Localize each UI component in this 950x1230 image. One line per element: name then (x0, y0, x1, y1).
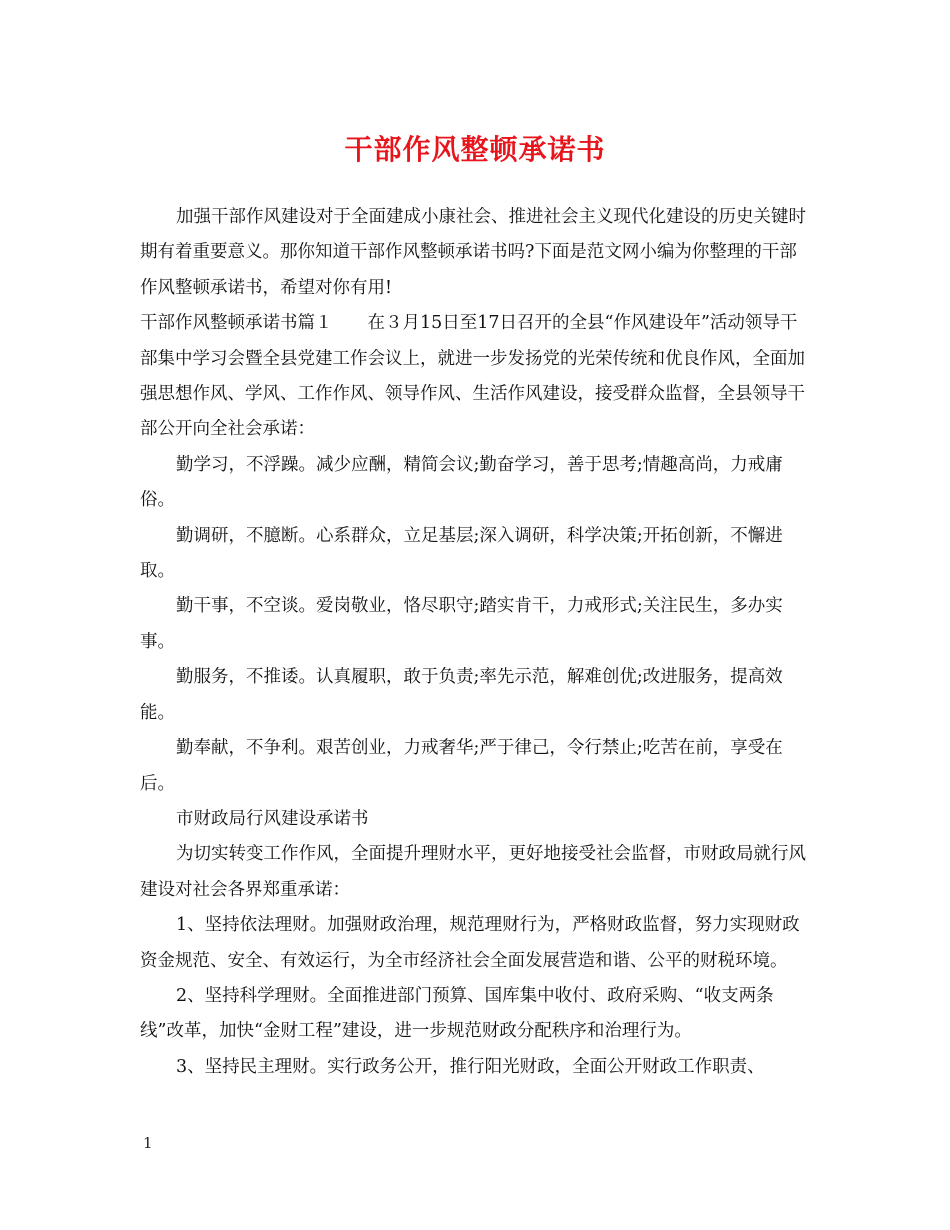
finance-item-1: 1、坚持依法理财。加强财政治理，规范理财行为，严格财政监督，努力实现财政资金规范、安全、有效运行，为全市经济社会全面发展营造和谐、公平的财税环境。 (140, 915, 800, 971)
pledge-service-paragraph: 勤服务，不推诿。认真履职，敢于负责;率先示范，解难创优;改进服务，提高效能。 (140, 667, 783, 723)
document-title: 干部作风整顿承诺书 (344, 133, 606, 166)
intro-paragraph: 加强干部作风建设对于全面建成小康社会、推进社会主义现代化建设的历史关键时期有着重要意义。那你知道干部作风整顿承诺书吗?下面是范文网小编为你整理的干部作风整顿承诺书，希望对你有用! (140, 207, 806, 298)
finance-item-3: 3、坚持民主理财。实行政务公开，推行阳光财政，全面公开财政工作职责、 (176, 1056, 765, 1077)
pledge-study-paragraph: 勤学习，不浮躁。减少应酬，精简会议;勤奋学习，善于思考;情趣高尚，力戒庸俗。 (140, 454, 783, 511)
pledge-work-paragraph: 勤干事，不空谈。爱岗敬业，恪尽职守;踏实肯干，力戒形式;关注民生，多办实事。 (140, 596, 783, 652)
finance-intro-paragraph: 为切实转变工作作风，全面提升理财水平，更好地接受社会监督，市财政局就行风建设对社会各界郑重承诺： (140, 844, 806, 900)
section-one-paragraph: 干部作风整顿承诺书篇１ 在３月15日至17日召开的全县“作风建设年”活动领导干部集中学习会暨全县党建工作会议上，就进一步发扬党的光荣传统和优良作风，全面加强思想作风、学风、工作作风、领导作风、生活作风建设，接受群众监督，全县领导干部公开向全社会承诺： (140, 313, 805, 440)
page-number: 1 (143, 1134, 153, 1152)
pledge-research-paragraph: 勤调研，不臆断。心系群众，立足基层;深入调研，科学决策;开拓创新，不懈进取。 (140, 525, 783, 582)
finance-item-2: 2、坚持科学理财。全面推进部门预算、国库集中收付、政府采购、“收支两条线”改革，加快“金财工程”建设，进一步规范财政分配秩序和治理行为。 (140, 985, 774, 1042)
finance-bureau-heading: 市财政局行风建设承诺书 (176, 808, 369, 829)
pledge-dedication-paragraph: 勤奉献，不争利。艰苦创业，力戒奢华;严于律己，令行禁止;吃苦在前，享受在后。 (140, 738, 783, 794)
document-body (140, 200, 812, 1085)
